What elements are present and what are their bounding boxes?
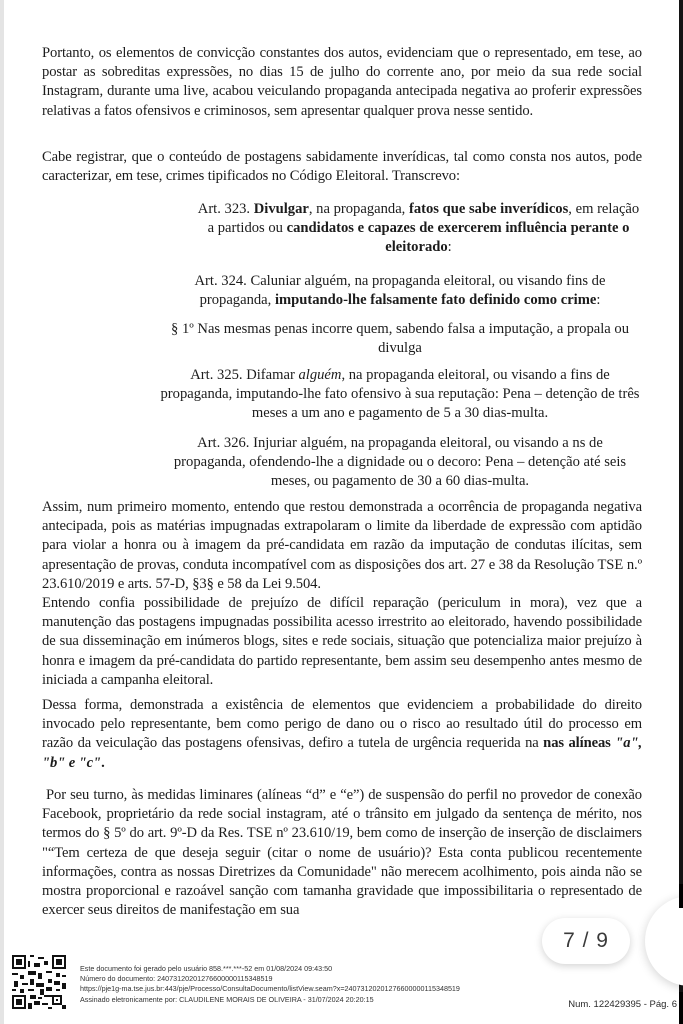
quote-art-323 [196,200,641,258]
document-number-line: Número do documento: 24073120201276600000115348519 [80,974,273,984]
decision-end: . [101,754,105,771]
decision-bold: nas alíneas [543,735,616,752]
quote-text: , em relação a partidos ou [207,201,640,237]
paragraph-periculum: Entendo confia possibilidade de prejuízo de difícil reparação (periculum in mora), vez que a manutenção das postagens impugnadas possibilita acesso irrestrito ao eleitorado, havendo possibilidade de sua disseminação em inúmeros blogs, sites e rede sociais, situação que potencializa maior prejuízo à honra e imagem da pré-candidata do partido representante, bem assim seu desempenho antes mesmo de iniciada a campanha eleitoral. [42,595,642,688]
quote-art-324 [160,272,640,310]
floating-action-button[interactable] [645,896,683,986]
quote-text: , na propaganda, [308,201,409,217]
quote-bold: imputando-lhe falsamente fato definido como crime [274,292,597,309]
quote-art-324-paragraph-1: § 1º Nas mesmas penas incorre quem, sabendo falsa a imputação, a propala ou divulga [171,321,629,357]
signature-footer [10,950,530,1014]
quote-text: Art. 325. Difamar [190,367,299,383]
document-url-link[interactable]: https://pje1g-ma.tse.jus.br:443/pje/Processo/ConsultaDocumento/listView.seam?x=24073120201276600000115348519 [80,984,460,994]
paragraph-decision [42,696,642,773]
page-indicator: 7 / 9 [542,918,630,964]
paragraph-assim: Assim, num primeiro momento, entendo que restou demonstrada a ocorrência de propaganda negativa antecipada, pois as matérias impugnadas extrapolaram o limite da liberdade de expressão com aptidão para violar a honra ou à imagem da pré-candidata em razão da imputação de condutas ilícitas, sem apresentação de provas, conduta incompatível com as disposições dos art. 27 e 38 da Resolução TSE n.º 23.610/2019 e arts. 57-D, §3§ e 58 da Lei 9.504. [42,499,642,592]
signed-by-line: Assinado eletronicamente por: CLAUDILENE MORAIS DE OLIVEIRA - 31/07/2024 20:20:15 [80,994,374,1004]
quote-text: , na propaganda eleitoral, ou visando a fins de propaganda, imputando-lhe fato ofensivo à sua reputação: Pena – detenção de três meses a um ano e pagamento de 5 a 30 dias-multa. [160,367,640,422]
decision-text: Dessa forma, demonstrada a existência de elementos que evidenciem a probabilidade do direito invocado pelo representante, bem como perigo de dano ou o risco ao resultado útil do processo em razão da veiculação das postagens ofensivas, defiro a tutela de urgência requerida na [42,697,642,752]
paragraph-conclusion: Portanto, os elementos de convicção constantes dos autos, evidenciam que o representado, em tese, ao postar as sobreditas expressões, no dias 15 de julho do corrente ano, por meio da sua rede social Instagram, durante uma live, acabou veiculando propaganda antecipada negativa ao proferir expressões relativas a fatos ofensivos e criminosos, sem apresentar qualquer prova nesse sentido. [42,45,642,119]
page-edge-marker [679,992,683,1024]
quote-bold: Divulgar [253,201,309,217]
quote-text: Art. 323. [197,201,254,217]
generated-by-line: Este documento foi gerado pelo usuário 858.***.***-52 em 01/08/2024 09:43:50 [80,964,333,973]
quote-italic: alguém [298,367,342,383]
decision-bold-italic: "a", "b" e "c" [42,735,643,771]
paragraph-por-seu-turno: Por seu turno, às medidas liminares (alíneas “d” e “e”) de suspensão do perfil no provedor de conexão Facebook, proprietário da rede social instagram, até o trânsito em julgado da sentença de mérito, nos termos do § 5º do art. 9º-D da Res. TSE nº 23.610/19, bem como de inserção de inserção de disclaimers "“Tem certeza de que deseja seguir (citar o nome de usuário)? Esta conta publicou recentemente informações, contra as nossas Diretrizes da Comunidade" não merecem acolhimento, pois ainda não se mostra proporcional e razoável sanção com tamanha gravidade que impossibilitaria o representado de exercer seus direitos de manifestação em sua [42,787,642,919]
qr-code-icon [10,953,68,1011]
page-edge-left [0,0,4,1024]
paragraph-crimes-intro: Cabe registrar, que o conteúdo de postagens sabidamente inverídicas, tal como consta nos autos, pode caracterizar, em tese, crimes tipificados no Código Eleitoral. Transcrevo: [42,149,642,185]
quote-text: : [596,292,601,309]
quote-bold: candidatos e capazes de exercerem influência perante o eleitorado [286,220,630,256]
quote-text: Art. 324. Caluniar alguém, na propaganda eleitoral, ou visando fins de propaganda, [194,273,606,309]
quote-text: : [447,239,452,256]
page-number-label: Num. 122429395 - Pág. 6 [568,999,677,1010]
quote-bold: fatos que sabe inverídicos [408,201,569,217]
signature-info [80,964,460,1005]
quote-art-325 [160,366,640,424]
page-edge-right [679,0,683,1024]
quote-art-326: Art. 326. Injuriar alguém, na propaganda eleitoral, ou visando a ns de propaganda, ofendendo-lhe a dignidade ou o decoro: Pena – detenção até seis meses, ou pagamento de 30 a 60 dias-multa. [173,435,627,490]
page-edge-marker [679,884,683,908]
